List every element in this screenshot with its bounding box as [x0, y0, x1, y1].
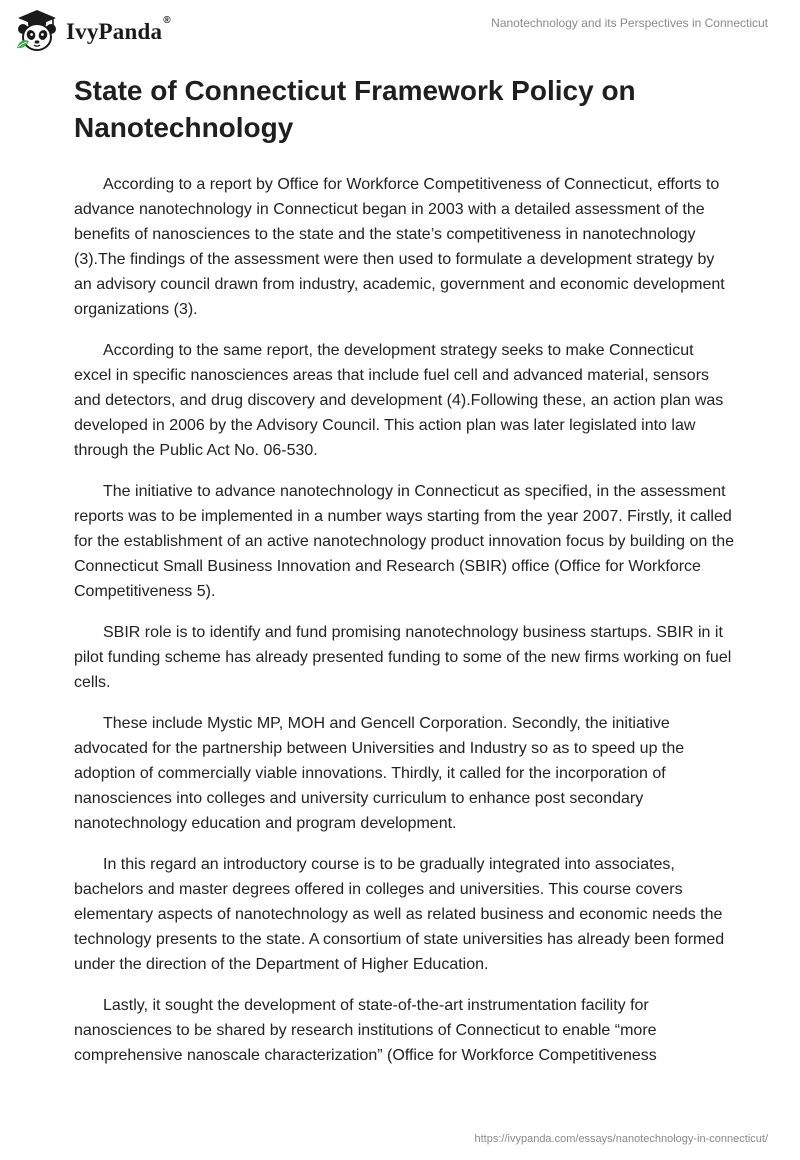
paragraph-3: The initiative to advance nanotechnology in Connecticut as specified, in the assessment reports was to be implemented in a number ways starting from the year 2007. Firstly, it called for the establishment of an active nanotechnology product innovation focus by building on the Connecticut Small Business Innovation and Research (SBIR) office (Office for Workforce Competitiveness 5). [74, 483, 734, 600]
paragraph-4: SBIR role is to identify and fund promising nanotechnology business startups. SBIR in it pilot funding scheme has already presented funding to some of the new firms working on fuel cells. [74, 624, 732, 691]
paragraph-7: Lastly, it sought the development of state-of-the-art instrumentation facility for nanosciences to be shared by research institutions of Connecticut to enable “more comprehensive nanoscale characterization” (Office for Workforce Competitiveness [74, 997, 657, 1064]
brand-name: IvyPanda® [66, 15, 171, 44]
source-url[interactable]: https://ivypanda.com/essays/nanotechnology-in-connecticut/ [474, 1133, 768, 1145]
page-header [0, 0, 800, 62]
paragraph-6: In this regard an introductory course is to be gradually integrated into associates, bachelors and master degrees offered in colleges and universities. This course covers elementary aspects of nanotechnology as well as related business and economic needs the technology presents to the state. A consortium of state universities has already been formed under the direction of the Department of Higher Education. [74, 856, 725, 973]
panda-graduate-icon [14, 8, 60, 54]
article-body [74, 72, 734, 1084]
registered-mark: ® [163, 15, 171, 26]
paragraph-2: According to the same report, the development strategy seeks to make Connecticut excel in specific nanosciences areas that include fuel cell and advanced material, sensors and detectors, and drug discovery and development (4).Following these, an action plan was developed in 2006 by the Advisory Council. This action plan was later legislated into law through the Public Act No. 06-530. [74, 342, 724, 459]
article-heading: State of Connecticut Framework Policy on Nanotechnology [74, 75, 636, 143]
paragraph-1: According to a report by Office for Workforce Competitiveness of Connecticut, efforts to advance nanotechnology in Connecticut began in 2003 with a detailed assessment of the benefits of nanosciences to the state and the state’s competitiveness in nanotechnology (3).The findings of the assessment were then used to formulate a development strategy by an advisory council drawn from industry, academic, government and economic development organizations (3). [74, 176, 725, 318]
paragraph-5: These include Mystic MP, MOH and Gencell Corporation. Secondly, the initiative advocated for the partnership between Universities and Industry so as to speed up the adoption of commercially viable innovations. Thirdly, it called for the incorporation of nanosciences into colleges and university curriculum to enhance post secondary nanotechnology education and program development. [74, 715, 685, 832]
ivypanda-logo[interactable] [14, 8, 171, 54]
document-title: Nanotechnology and its Perspectives in Connecticut [491, 16, 768, 30]
